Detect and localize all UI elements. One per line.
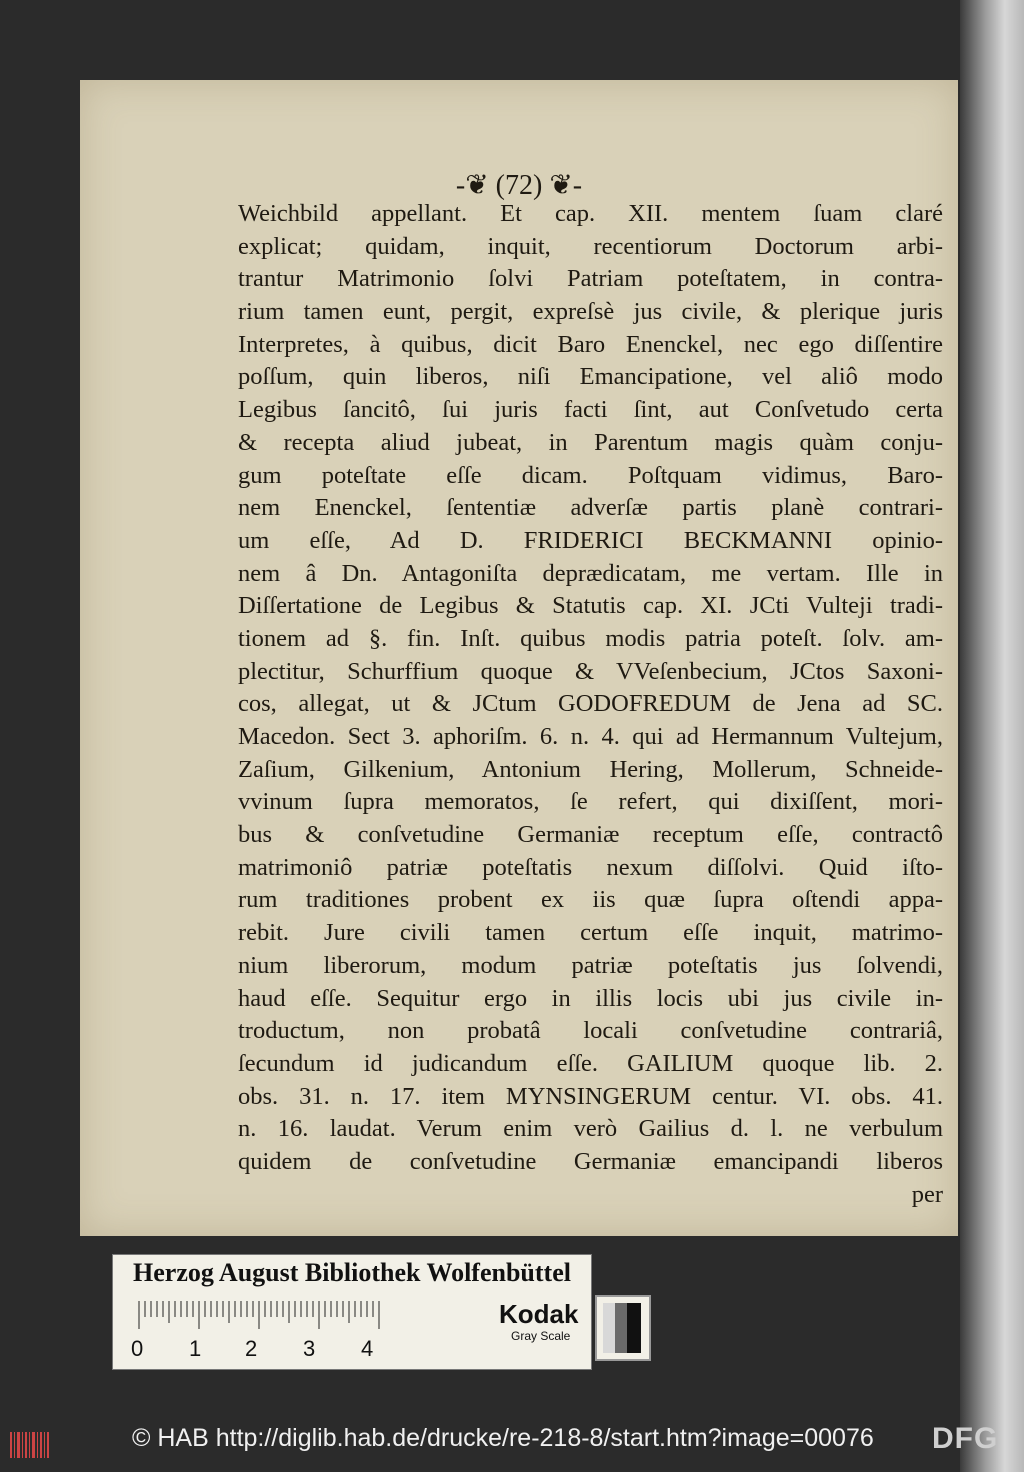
ruler-number: 4 (361, 1336, 374, 1361)
book-page (80, 80, 958, 1236)
text-line: Legibus ſancitô, ſui juris facti ſint, aut Conſvetudo certa (238, 396, 943, 424)
barcode-icon (10, 1432, 50, 1458)
gray-scale-patch (595, 1295, 651, 1361)
book-spine (960, 0, 1024, 1472)
text-line: um eſſe, Ad D. FRIDERICI BECKMANNI opinio- (238, 526, 943, 554)
library-label (112, 1254, 592, 1370)
copyright-url[interactable]: © HAB http://diglib.hab.de/drucke/re-218-8/start.htm?image=00076 (132, 1424, 874, 1452)
text-line: nium liberorum, modum patriæ poteſtatis jus ſolvendi, (238, 951, 943, 979)
text-line: vvinum ſupra memoratos, ſe refert, qui dixiſſent, mori- (238, 788, 943, 816)
text-line: nem Enenckel, ſententiæ adverſæ partis planè contrari- (238, 494, 943, 522)
text-line: ſecundum id judicandum eſſe. GAILIUM quoque lib. 2. (238, 1049, 943, 1077)
text-line: plectitur, Schurffium quoque & VVeſenbecium, JCtos Saxoni- (238, 657, 943, 685)
text-line: rium tamen eunt, pergit, expreſsè jus civile, & plerique juris (238, 298, 943, 326)
text-line: obs. 31. n. 17. item MYNSINGERUM centur. VI. obs. 41. (238, 1082, 943, 1110)
page-header: -❦ (72) ❦- (455, 170, 583, 201)
ruler-scale (137, 1301, 477, 1329)
text-line: Interpretes, à quibus, dicit Baro Enenckel, nec ego diſſentire (238, 330, 943, 358)
ruler-number: 2 (245, 1336, 258, 1361)
text-line: bus & conſvetudine Germaniæ receptum eſſe, contractô (238, 821, 943, 849)
text-line: & recepta aliud jubeat, in Parentum magis quàm conju- (238, 428, 943, 456)
text-line: nem â Dn. Antagoniſta deprædicatam, me vertam. Ille in (238, 559, 943, 587)
text-line: matrimoniô patriæ poteſtatis nexum diſſolvi. Quid iſto- (238, 853, 943, 881)
text-line: gum poteſtate eſſe dicam. Poſtquam vidimus, Baro- (238, 461, 943, 489)
text-line: Macedon. Sect 3. aphoriſm. 6. n. 4. qui ad Hermannum Vultejum, (238, 723, 943, 750)
text-line: troductum, non probatâ locali conſvetudine contrariâ, (238, 1017, 943, 1045)
library-name: Herzog August Bibliothek Wolfenbüttel (133, 1258, 571, 1287)
text-line: explicat; quidam, inquit, recentiorum Doctorum arbi- (238, 232, 943, 260)
text-line: poſſum, quin liberos, niſi Emancipatione, vel aliô modo (238, 363, 943, 391)
page-body-text (238, 198, 943, 1211)
text-line: Zaſium, Gilkenium, Antonium Hering, Mollerum, Schneide- (238, 755, 943, 783)
text-line: tionem ad §. fin. Inſt. quibus modis patria poteſt. ſolv. am- (238, 624, 943, 652)
footer-bar (0, 1416, 1024, 1472)
ruler-number: 0 (131, 1336, 144, 1361)
text-line: cos, allegat, ut & JCtum GODOFREDUM de Jena ad SC. (238, 690, 943, 718)
text-line: rebit. Jure civili tamen certum eſſe inquit, matrimo- (238, 919, 943, 947)
ruler-number: 1 (189, 1336, 202, 1361)
ruler-number: 3 (303, 1336, 316, 1361)
kodak-logo: Kodak (499, 1299, 579, 1329)
text-line: trantur Matrimonio ſolvi Patriam poteſtatem, in contra- (238, 265, 943, 293)
text-line: haud eſſe. Sequitur ergo in illis locis ubi jus civile in- (238, 984, 943, 1012)
text-line: Weichbild appellant. Et cap. XII. mentem ſuam claré (238, 200, 943, 227)
text-line: quidem de conſvetudine Germaniæ emancipandi liberos (238, 1147, 943, 1175)
text-line: rum traditiones probent ex iis quæ ſupra oſtendi appa- (238, 886, 943, 914)
dfg-logo: DFG (932, 1422, 999, 1455)
text-line: n. 16. laudat. Verum enim verò Gailius d. l. ne verbulum (238, 1115, 943, 1143)
text-line: Diſſertatione de Legibus & Statutis cap. XI. JCti Vulteji tradi- (238, 592, 943, 620)
catchword: per (911, 1180, 943, 1208)
gray-scale-label: Gray Scale (511, 1329, 571, 1343)
